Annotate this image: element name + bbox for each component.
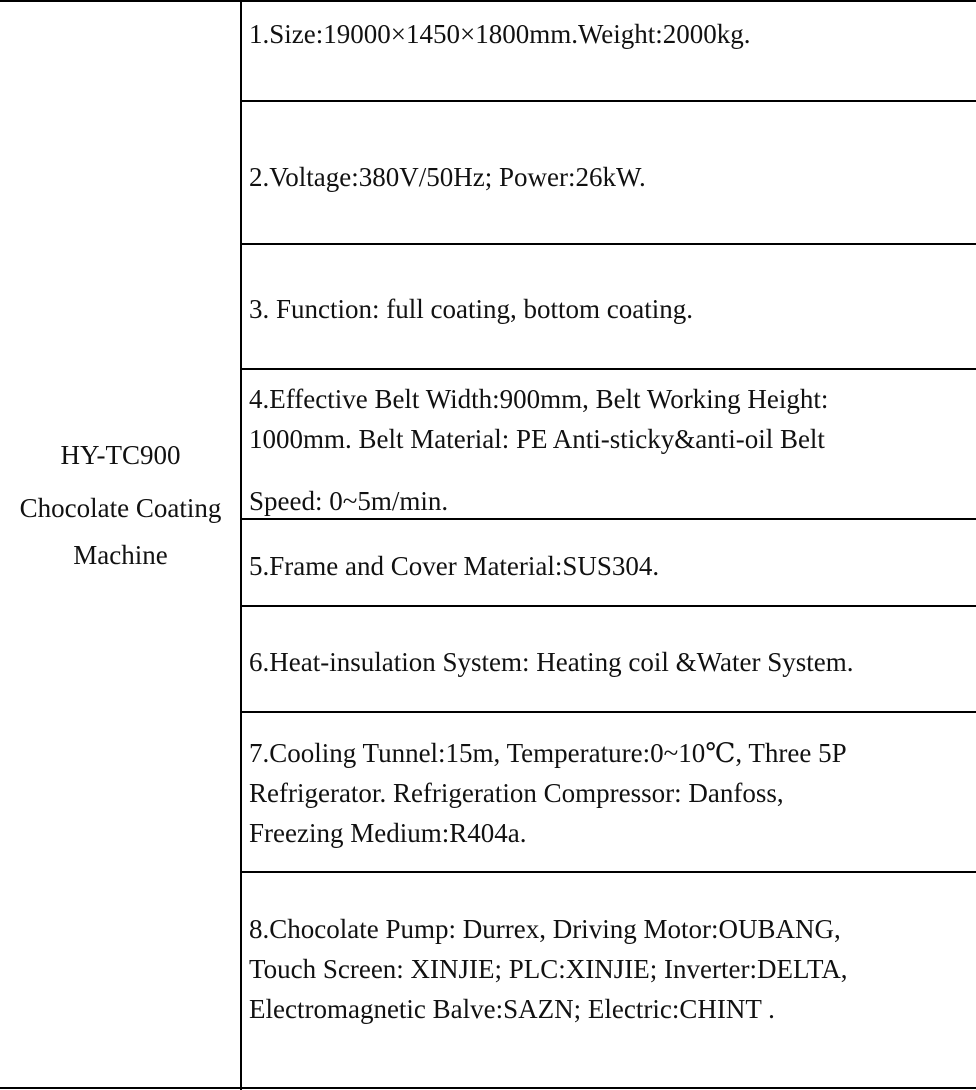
row-divider (241, 368, 976, 370)
spec-row-size: 1.Size:19000×1450×1800mm.Weight:2000kg. (249, 19, 751, 49)
spec-row-frame: 5.Frame and Cover Material:SUS304. (249, 551, 660, 581)
spec-row-voltage: 2.Voltage:380V/50Hz; Power:26kW. (249, 162, 646, 192)
product-name-line1: Chocolate Coating (19, 492, 222, 523)
product-name-line2: Machine (73, 539, 168, 570)
spec-row-belt: 4.Effective Belt Width:900mm, Belt Working Height: 1000mm. Belt Material: PE Anti-sticky&anti-oil Belt Speed: 0~5m/min. (249, 384, 829, 516)
spec-row-heat-insulation: 6.Heat-insulation System: Heating coil &Water System. (249, 647, 854, 677)
row-divider (241, 605, 976, 607)
spec-row-cooling: 7.Cooling Tunnel:15m, Temperature:0~10℃, Three 5P Refrigerator. Refrigeration Compressor: Danfoss, Freezing Medium:R404a. (249, 738, 847, 848)
product-model: HY-TC900 (60, 439, 181, 470)
row-divider (241, 100, 976, 102)
row-divider (241, 243, 976, 245)
spec-row-function: 3. Function: full coating, bottom coating. (249, 294, 693, 324)
spec-row-components: 8.Chocolate Pump: Durrex, Driving Motor:OUBANG, Touch Screen: XINJIE; PLC:XINJIE; Inverter:DELTA, Electromagnetic Balve:SAZN; Electric:CHINT . (249, 914, 848, 1024)
product-cell (0, 2, 241, 1088)
row-divider (241, 871, 976, 873)
row-divider (241, 711, 976, 713)
